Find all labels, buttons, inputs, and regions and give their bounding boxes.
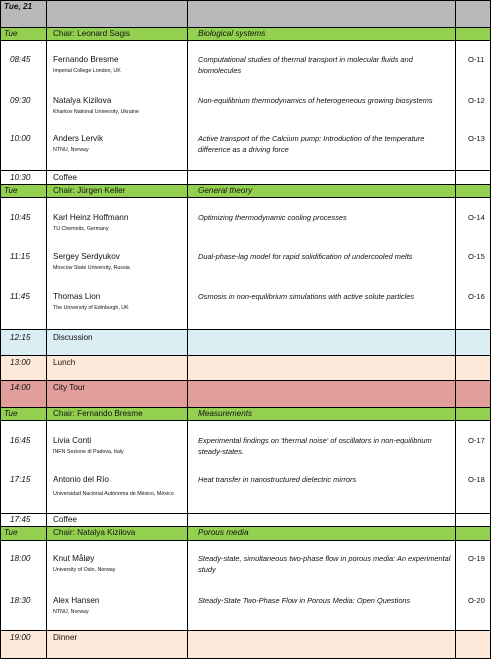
break-label: Lunch	[53, 358, 76, 367]
talk-code: O-15	[468, 252, 485, 261]
table-rule	[0, 170, 491, 171]
speaker-affiliation: Universidad Nacional Autónoma de México, México	[53, 491, 174, 497]
speaker-name: Thomas Lion	[53, 292, 101, 301]
talk-title: Osmosis in non-equilibrium simulations with active solute particles	[198, 292, 415, 301]
talk-time: 09:30	[10, 96, 31, 105]
talk-title: Computational studies of thermal transport in molecular fluids and biomolecules	[198, 55, 413, 75]
talk-row	[0, 125, 491, 170]
break-row	[0, 630, 491, 658]
talk-code: O-11	[468, 55, 485, 64]
table-rule	[0, 540, 491, 541]
session-day: Tue	[4, 186, 18, 195]
talk-row	[0, 582, 491, 630]
table-rule	[0, 0, 491, 1]
table-rule	[0, 40, 491, 41]
speaker-name: Alex Hansen	[53, 596, 100, 605]
talk-time: 17:15	[10, 475, 31, 484]
talk-title: Active transport of the Calcium pump: Introduction of the temperature difference as a driving force	[198, 134, 425, 154]
break-row	[0, 380, 491, 407]
break-time: 12:15	[10, 333, 31, 342]
talk-row	[0, 41, 491, 83]
speaker-name: Fernando Bresme	[53, 55, 119, 64]
speaker-name: Knut Måløy	[53, 554, 95, 563]
table-rule	[0, 407, 491, 408]
break-time: 10:30	[10, 173, 31, 182]
day-header: Tue, 21	[4, 2, 33, 11]
session-topic: Biological systems	[198, 29, 266, 38]
break-row	[0, 329, 491, 355]
break-label: Coffee	[53, 173, 77, 182]
break-label: City Tour	[53, 383, 86, 392]
talk-row	[0, 240, 491, 278]
speaker-affiliation: University of Oslo, Norway	[53, 567, 116, 573]
break-time: 19:00	[10, 633, 31, 642]
table-rule	[0, 197, 491, 198]
day-header-row	[0, 0, 491, 27]
speaker-affiliation: INFN Sezione di Padova, Italy	[53, 449, 124, 455]
talk-row	[0, 420, 491, 462]
speaker-name: Anders Lervik	[53, 134, 104, 143]
speaker-affiliation: Imperial College London, UK	[53, 68, 121, 74]
talk-time: 10:00	[10, 134, 31, 143]
session-topic: Porous media	[198, 528, 249, 537]
talk-title: Non-equilibrium thermodynamics of heterogeneous growing biosystems	[198, 96, 433, 105]
speaker-affiliation: The University of Edinburgh, UK	[53, 305, 129, 311]
talk-code: O-12	[468, 96, 485, 105]
table-rule	[0, 526, 491, 527]
talk-code: O-13	[468, 134, 485, 143]
speaker-affiliation: NTNU, Norway	[53, 609, 89, 615]
talk-time: 10:45	[10, 213, 31, 222]
table-rule	[0, 513, 491, 514]
session-chair-row	[0, 185, 491, 197]
talk-title: Heat transfer in nanostructured dielectric mirrors	[198, 475, 357, 484]
speaker-affiliation: Kharkov National University, Ukraine	[53, 109, 139, 115]
session-chair: Chair: Leonard Sagis	[53, 29, 130, 38]
session-topic: Measurements	[198, 409, 253, 418]
talk-code: O-14	[468, 213, 485, 222]
break-label: Dinner	[53, 633, 78, 642]
table-rule	[0, 27, 491, 28]
speaker-name: Sergey Serdyukov	[53, 252, 120, 261]
speaker-name: Natalya Kizilova	[53, 96, 112, 105]
talk-code: O-19	[468, 554, 485, 563]
table-rule	[0, 329, 491, 330]
talk-row	[0, 278, 491, 329]
talk-code: O-17	[468, 436, 485, 445]
table-rule	[0, 184, 491, 185]
break-time: 17:45	[10, 515, 31, 524]
session-chair: Chair: Fernando Bresme	[53, 409, 143, 418]
table-rule	[0, 380, 491, 381]
break-label: Discussion	[53, 333, 93, 342]
talk-row	[0, 540, 491, 582]
session-chair-row	[0, 408, 491, 420]
talk-time: 08:45	[10, 55, 31, 64]
session-chair-row	[0, 28, 491, 40]
talk-row	[0, 83, 491, 125]
speaker-name: Antonio del Río	[53, 475, 109, 484]
session-topic: General theory	[198, 186, 253, 195]
talk-code: O-18	[468, 475, 485, 484]
session-day: Tue	[4, 409, 18, 418]
talk-row	[0, 462, 491, 513]
speaker-name: Karl Heinz Hoffmann	[53, 213, 129, 222]
table-rule	[0, 630, 491, 631]
talk-time: 11:45	[10, 292, 30, 301]
session-chair-row	[0, 527, 491, 540]
break-time: 14:00	[10, 383, 31, 392]
talk-time: 11:15	[10, 252, 30, 261]
speaker-affiliation: TU Chemnitz, Germany	[53, 226, 109, 232]
talk-time: 18:00	[10, 554, 31, 563]
speaker-affiliation: Moscow State University, Russia	[53, 265, 130, 271]
talk-title: Steady-State Two-Phase Flow in Porous Media: Open Questions	[198, 596, 411, 605]
break-label: Coffee	[53, 515, 77, 524]
table-rule	[0, 355, 491, 356]
talk-title: Dual-phase-lag model for rapid solidification of undercooled melts	[198, 252, 413, 261]
speaker-name: Livia Conti	[53, 436, 92, 445]
session-chair: Chair: Natalya Kizilova	[53, 528, 136, 537]
talk-title: Steady-state, simultaneous two-phase flow in porous media: An experimental study	[198, 554, 451, 574]
break-row	[0, 171, 491, 185]
talk-row	[0, 197, 491, 240]
talk-title: Optimizing thermodynamic cooling processes	[198, 213, 347, 222]
break-time: 13:00	[10, 358, 31, 367]
talk-code: O-20	[468, 596, 485, 605]
session-day: Tue	[4, 528, 18, 537]
session-chair: Chair: Jürgen Keller	[53, 186, 126, 195]
session-day: Tue	[4, 29, 18, 38]
talk-time: 16:45	[10, 436, 31, 445]
talk-time: 18:30	[10, 596, 31, 605]
speaker-affiliation: NTNU, Norway	[53, 147, 89, 153]
talk-code: O-16	[468, 292, 485, 301]
talk-title: Experimental findings on 'thermal noise' of oscillators in non-equilibrium steady-states.	[198, 436, 432, 456]
table-rule	[0, 420, 491, 421]
break-row	[0, 355, 491, 380]
